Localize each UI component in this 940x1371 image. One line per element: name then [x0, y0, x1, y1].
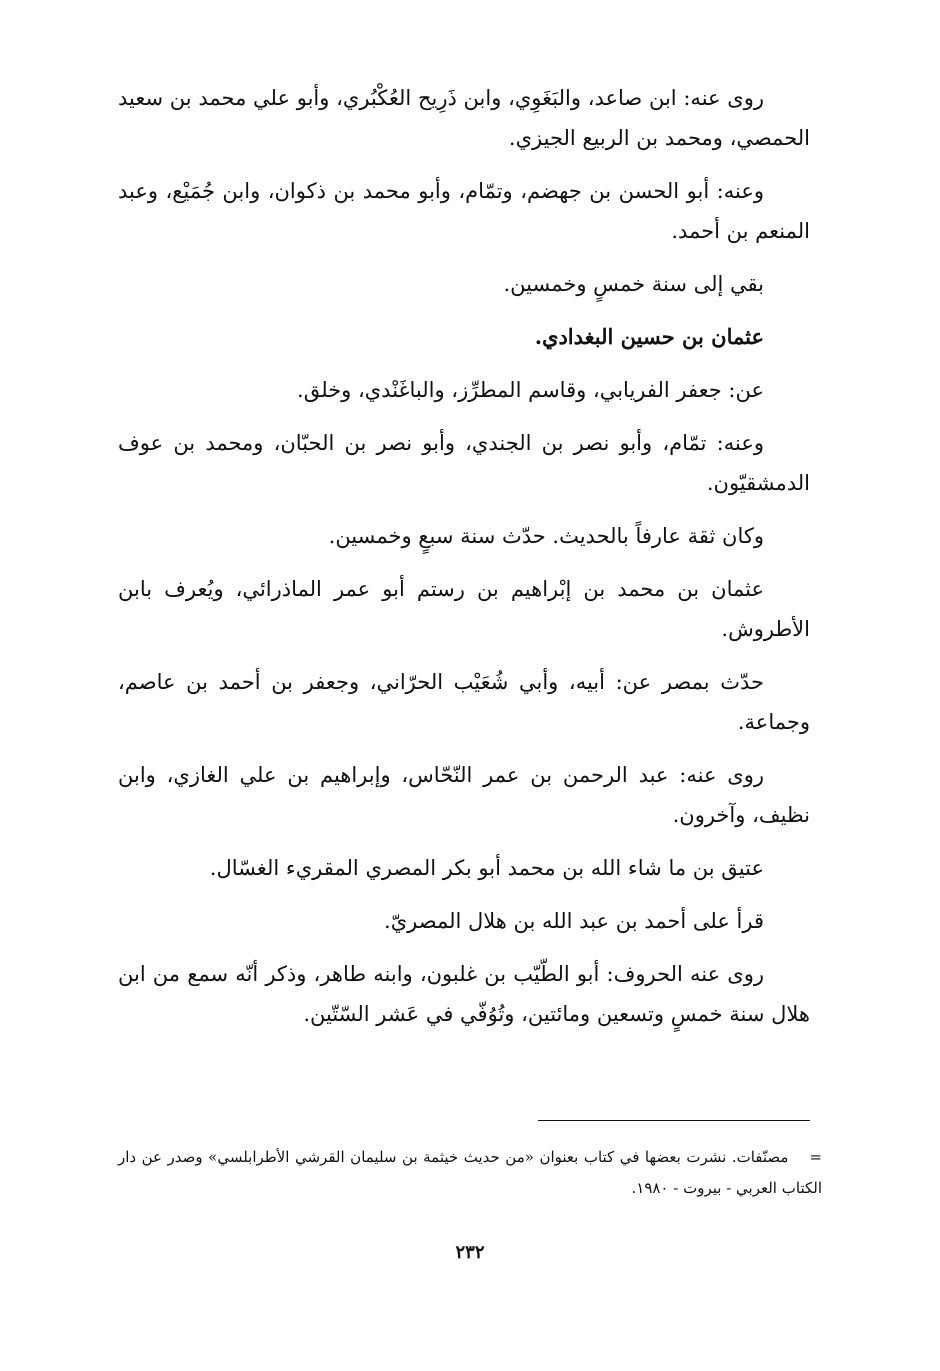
paragraph-12: قرأ على أحمد بن عبد الله بن هلال المصريّ.	[384, 909, 764, 933]
paragraph-1: روى عنه: ابن صاعد، والبَغَوِي، وابن ذَرِيح العُكْبُري، وأبو علي محمد بن سعيد الحمصي، ومحمد بن الربيع الجيزي.	[118, 86, 810, 150]
paragraph-5: عن: جعفر الفريابي، وقاسم المطرِّز، والباغَنْدي، وخلق.	[297, 378, 764, 402]
footnote-divider	[538, 1120, 810, 1121]
paragraph-2: وعنه: أبو الحسن بن جهضم، وتمّام، وأبو محمد بن ذكوان، وابن جُمَيْع، وعبد المنعم بن أحمد.	[118, 179, 810, 243]
entry-heading-uthman-muhammad: عثمان بن محمد بن إبْراهيم بن رستم أبو عمر الماذرائي، ويُعرف بابن الأطروش.	[118, 577, 810, 641]
paragraph-6: وعنه: تمّام، وأبو نصر بن الجندي، وأبو نصر بن الحبّان، ومحمد بن عوف الدمشقيّون.	[118, 431, 810, 495]
entry-heading-atiq: عتيق بن ما شاء الله بن محمد أبو بكر المصري المقريء الغسّال.	[209, 856, 764, 880]
entry-heading-uthman-husayn: عثمان بن حسين البغدادي.	[534, 324, 764, 349]
page-number: ٢٣٢	[455, 1242, 485, 1263]
footnote-marker: =	[809, 1148, 822, 1166]
paragraph-13: روى عنه الحروف: أبو الطّيّب بن غلبون، وابنه طاهر، وذكر أنّه سمع من ابن هلال سنة خمسٍ وتسعين ومائتين، وتُوُفّي في عَشر السّتّين.	[118, 962, 810, 1026]
footnote-text: مصنّفات. نشرت بعضها في كتاب بعنوان «من حديث خيثمة بن سليمان القرشي الأطرابلسي» وصدر عن دار الكتاب العربي - بيروت - ١٩٨٠.	[118, 1148, 822, 1197]
footnote	[118, 1142, 822, 1204]
paragraph-10: روى عنه: عبد الرحمن بن عمر النّحّاس، وإبراهيم بن علي الغازي، وابن نظيف، وآخرون.	[118, 763, 810, 827]
paragraph-9: حدّث بمصر عن: أبيه، وأبي شُعَيْب الحرّاني، وجعفر بن أحمد بن عاصم، وجماعة.	[118, 670, 810, 734]
main-text	[118, 78, 810, 1047]
paragraph-3: بقي إلى سنة خمسٍ وخمسين.	[503, 272, 764, 296]
paragraph-7: وكان ثقة عارفاً بالحديث. حدّث سنة سبعٍ وخمسين.	[328, 524, 764, 548]
